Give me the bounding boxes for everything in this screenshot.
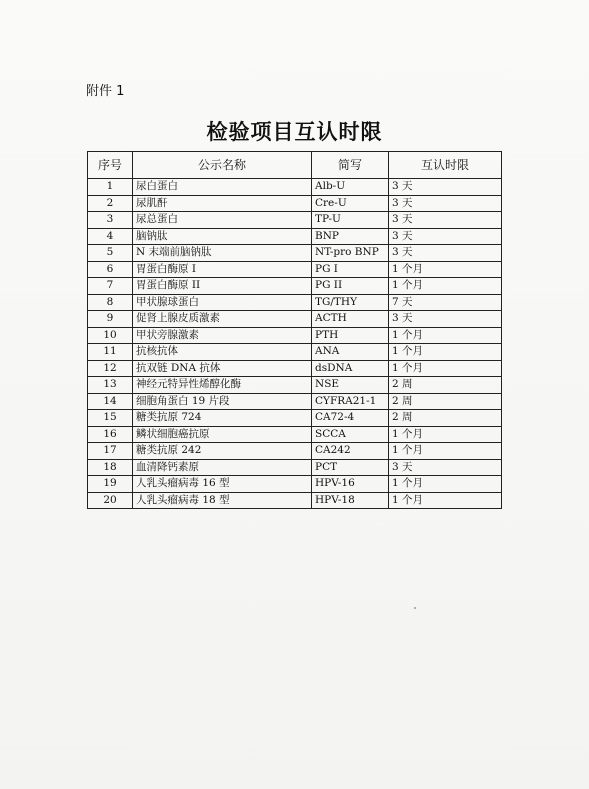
header-abbr: 简写	[312, 152, 389, 179]
row-no: 11	[88, 344, 133, 361]
row-abbr: TG/THY	[312, 294, 389, 311]
table-row	[88, 261, 502, 278]
row-abbr: PG II	[312, 278, 389, 295]
row-abbr: SCCA	[312, 426, 389, 443]
row-name: 甲状旁腺激素	[133, 327, 312, 344]
row-abbr: HPV-18	[312, 492, 389, 509]
row-abbr: CYFRA21-1	[312, 393, 389, 410]
row-period: 1 个月	[389, 261, 502, 278]
row-name: 促肾上腺皮质激素	[133, 311, 312, 328]
table-row	[88, 360, 502, 377]
table-header-row	[88, 152, 502, 179]
row-name: 血清降钙素原	[133, 459, 312, 476]
row-no: 12	[88, 360, 133, 377]
row-period: 2 周	[389, 377, 502, 394]
row-period: 7 天	[389, 294, 502, 311]
row-period: 1 个月	[389, 476, 502, 493]
row-period: 3 天	[389, 245, 502, 262]
row-no: 17	[88, 443, 133, 460]
row-no: 8	[88, 294, 133, 311]
row-abbr: PCT	[312, 459, 389, 476]
row-period: 1 个月	[389, 327, 502, 344]
row-name: 人乳头瘤病毒 18 型	[133, 492, 312, 509]
row-abbr: TP-U	[312, 212, 389, 229]
row-period: 3 天	[389, 228, 502, 245]
table-row	[88, 393, 502, 410]
row-abbr: Alb-U	[312, 179, 389, 196]
row-no: 4	[88, 228, 133, 245]
table-row	[88, 212, 502, 229]
table-row	[88, 311, 502, 328]
row-period: 2 周	[389, 410, 502, 427]
table-row	[88, 410, 502, 427]
row-no: 13	[88, 377, 133, 394]
header-period: 互认时限	[389, 152, 502, 179]
row-abbr: ANA	[312, 344, 389, 361]
row-period: 2 周	[389, 393, 502, 410]
row-no: 6	[88, 261, 133, 278]
row-no: 7	[88, 278, 133, 295]
row-period: 3 天	[389, 212, 502, 229]
table-body	[88, 179, 502, 509]
row-name: 人乳头瘤病毒 16 型	[133, 476, 312, 493]
row-period: 3 天	[389, 195, 502, 212]
table-row	[88, 278, 502, 295]
table-row	[88, 476, 502, 493]
table-row	[88, 492, 502, 509]
table-row	[88, 294, 502, 311]
row-no: 19	[88, 476, 133, 493]
row-name: 甲状腺球蛋白	[133, 294, 312, 311]
table-row	[88, 443, 502, 460]
row-name: 细胞角蛋白 19 片段	[133, 393, 312, 410]
row-no: 18	[88, 459, 133, 476]
row-name: 抗双链 DNA 抗体	[133, 360, 312, 377]
row-name: 尿总蛋白	[133, 212, 312, 229]
row-abbr: CA242	[312, 443, 389, 460]
table-row	[88, 245, 502, 262]
row-name: 脑钠肽	[133, 228, 312, 245]
row-abbr: dsDNA	[312, 360, 389, 377]
row-period: 1 个月	[389, 360, 502, 377]
row-period: 1 个月	[389, 443, 502, 460]
row-no: 14	[88, 393, 133, 410]
document-title: 检验项目互认时限	[206, 119, 383, 144]
row-name: 抗核抗体	[133, 344, 312, 361]
row-abbr: NSE	[312, 377, 389, 394]
row-no: 20	[88, 492, 133, 509]
table-row	[88, 179, 502, 196]
row-period: 3 天	[389, 179, 502, 196]
row-no: 16	[88, 426, 133, 443]
row-no: 2	[88, 195, 133, 212]
row-period: 1 个月	[389, 426, 502, 443]
row-name: 糖类抗原 242	[133, 443, 312, 460]
row-abbr: BNP	[312, 228, 389, 245]
row-abbr: HPV-16	[312, 476, 389, 493]
row-abbr: CA72-4	[312, 410, 389, 427]
row-name: 鳞状细胞癌抗原	[133, 426, 312, 443]
table-row	[88, 344, 502, 361]
row-name: 尿白蛋白	[133, 179, 312, 196]
row-abbr: NT-pro BNP	[312, 245, 389, 262]
table-row	[88, 195, 502, 212]
row-abbr: ACTH	[312, 311, 389, 328]
row-no: 3	[88, 212, 133, 229]
row-no: 5	[88, 245, 133, 262]
table-row	[88, 426, 502, 443]
row-name: 糖类抗原 724	[133, 410, 312, 427]
table-row	[88, 459, 502, 476]
row-name: 尿肌酐	[133, 195, 312, 212]
row-no: 9	[88, 311, 133, 328]
attachment-label: 附件 1	[86, 84, 125, 99]
row-period: 1 个月	[389, 492, 502, 509]
table-row	[88, 228, 502, 245]
row-abbr: Cre-U	[312, 195, 389, 212]
table-row	[88, 327, 502, 344]
table-row	[88, 377, 502, 394]
scan-speck	[414, 607, 416, 609]
row-abbr: PTH	[312, 327, 389, 344]
row-name: 胃蛋白酶原 I	[133, 261, 312, 278]
row-period: 3 天	[389, 459, 502, 476]
row-period: 3 天	[389, 311, 502, 328]
row-name: 胃蛋白酶原 II	[133, 278, 312, 295]
header-name: 公示名称	[133, 152, 312, 179]
row-abbr: PG I	[312, 261, 389, 278]
header-no: 序号	[88, 152, 133, 179]
row-name: 神经元特异性烯醇化酶	[133, 377, 312, 394]
row-period: 1 个月	[389, 344, 502, 361]
row-name: N 末端前脑钠肽	[133, 245, 312, 262]
recognition-table	[87, 151, 502, 509]
row-period: 1 个月	[389, 278, 502, 295]
row-no: 15	[88, 410, 133, 427]
row-no: 10	[88, 327, 133, 344]
row-no: 1	[88, 179, 133, 196]
